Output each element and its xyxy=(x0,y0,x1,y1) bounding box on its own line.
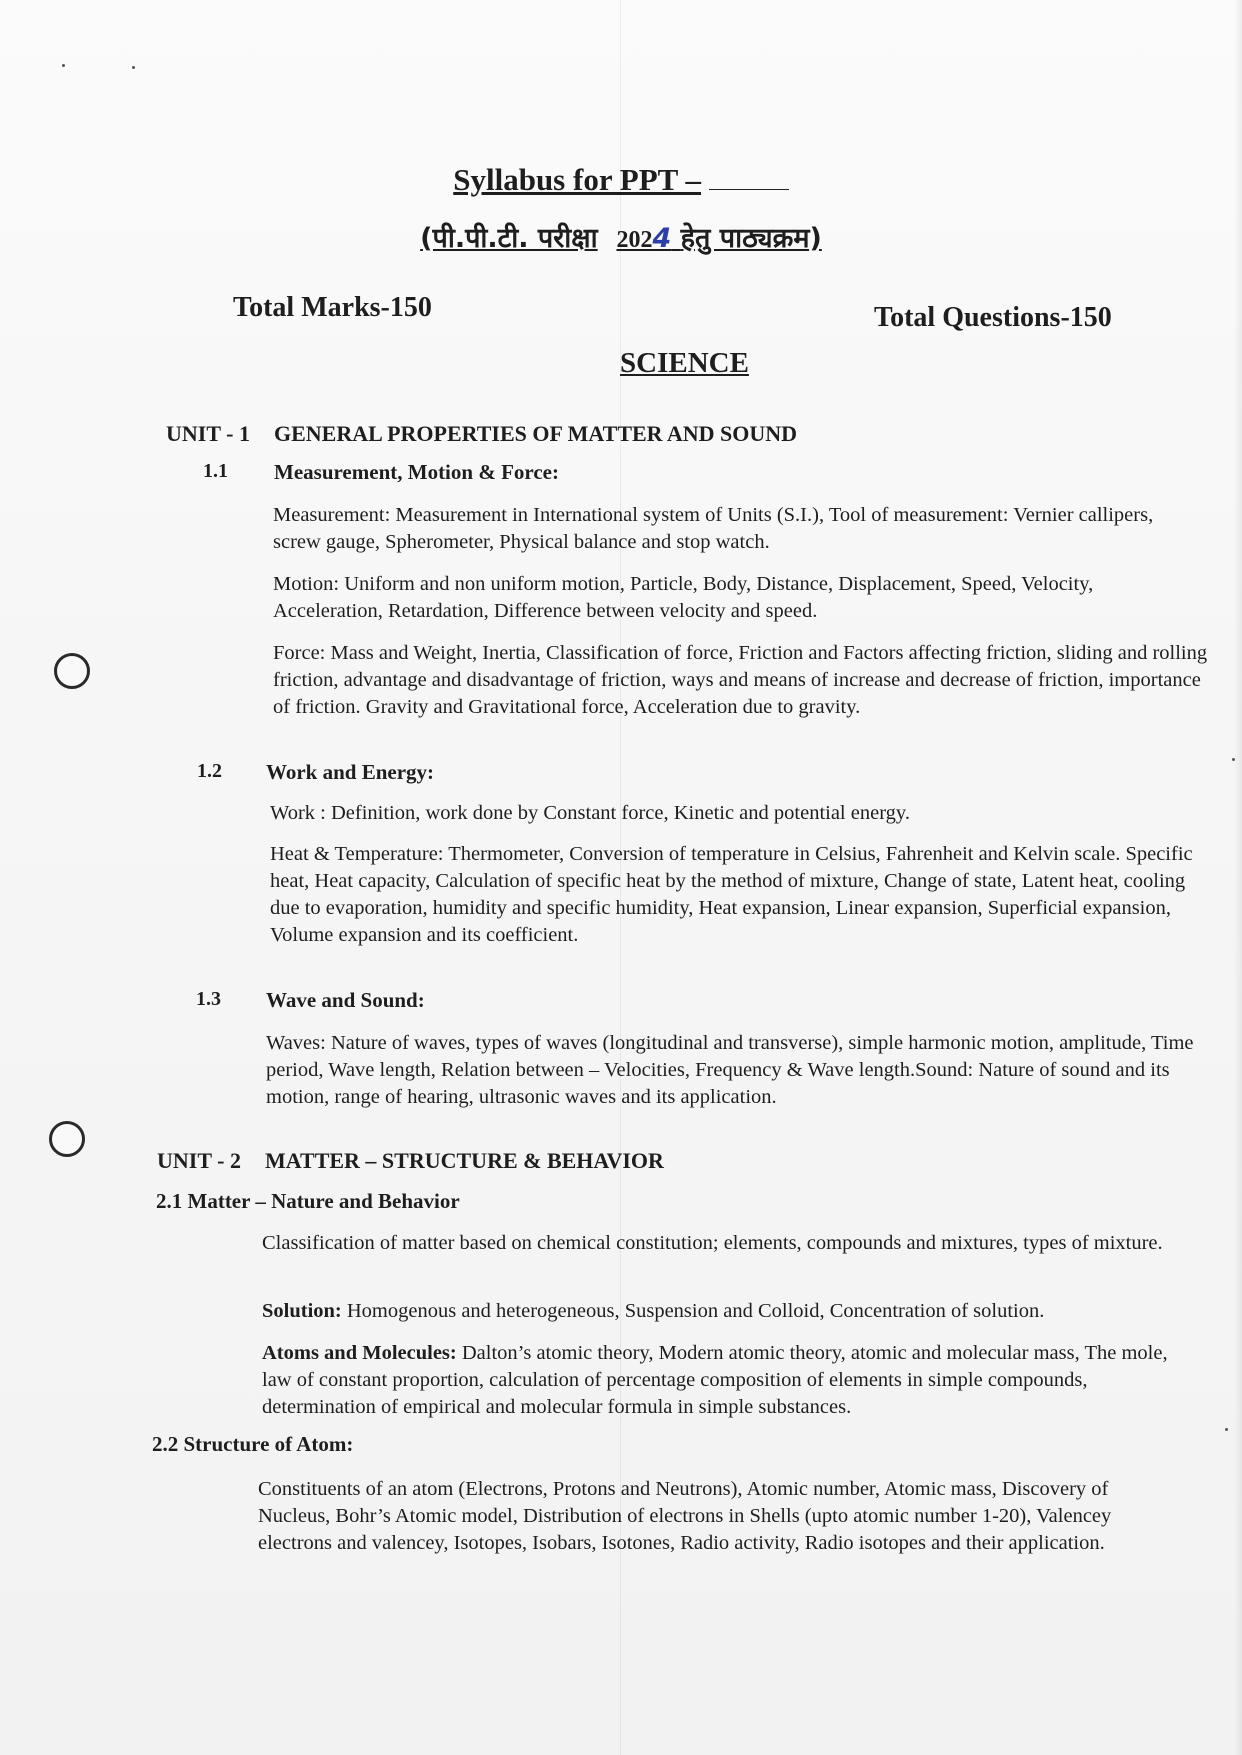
section-1-1-number: 1.1 xyxy=(203,460,228,482)
section-2-1-solution: Solution: Homogenous and heterogeneous, Suspension and Colloid, Concentration of solution. xyxy=(262,1300,1045,1322)
section-1-1-measurement: Measurement: Measurement in International system of Units (S.I.), Tool of measurement: Vernier callipers, screw gauge, Spherometer, Physical balance and stop watch. xyxy=(273,504,1154,553)
section-2-1-title: 2.1 Matter – Nature and Behavior xyxy=(156,1189,460,1213)
punch-hole-bottom xyxy=(49,1121,85,1157)
section-2-1-classification: Classification of matter based on chemical constitution; elements, compounds and mixtures, types of mixture. xyxy=(262,1232,1163,1254)
section-1-2-number: 1.2 xyxy=(197,760,222,782)
unit-1-heading: UNIT - 1 GENERAL PROPERTIES OF MATTER AND SOUND xyxy=(166,421,798,446)
document-title: Syllabus for PPT – xyxy=(0,162,1242,198)
section-1-3-number: 1.3 xyxy=(196,988,221,1010)
scan-speck xyxy=(1232,758,1235,761)
section-1-2-title: Work and Energy: xyxy=(266,760,435,784)
punch-hole-top xyxy=(54,653,90,689)
section-2-2-title: 2.2 Structure of Atom: xyxy=(152,1432,354,1456)
scan-speck xyxy=(132,66,135,69)
section-2-2-atom-structure: Constituents of an atom (Electrons, Protons and Neutrons), Atomic number, Atomic mass, Discovery of Nucleus, Bohr’s Atomic model, Distribution of electrons in Shells (upto atomic number 1-20), Valencey electrons and valencey, Isotopes, Isobars, Isotones, Radio activity, Radio isotopes and their application. xyxy=(258,1478,1112,1554)
section-1-2-work: Work : Definition, work done by Constant force, Kinetic and potential energy. xyxy=(270,802,910,824)
section-1-1-title: Measurement, Motion & Force: xyxy=(274,460,559,484)
section-1-1-motion: Motion: Uniform and non uniform motion, Particle, Body, Distance, Displacement, Speed, Velocity, Acceleration, Retardation, Difference between velocity and speed. xyxy=(273,573,1094,622)
hindi-subtitle: (पी.पी.टी. परीक्षा 2024 हेतु पाठ्यक्रम) xyxy=(420,223,822,254)
scan-speck xyxy=(1225,1428,1228,1431)
scan-speck xyxy=(62,64,65,67)
total-questions: Total Questions-150 xyxy=(874,302,1112,333)
section-1-3-waves: Waves: Nature of waves, types of waves (longitudinal and transverse), simple harmonic motion, amplitude, Time period, Wave length, Relation between – Velocities, Frequency & Wave length.Sound: Nature of sound and its motion, range of hearing, ultrasonic waves and its application. xyxy=(266,1032,1194,1108)
subject-heading: SCIENCE xyxy=(620,347,749,379)
section-1-2-heat: Heat & Temperature: Thermometer, Conversion of temperature in Celsius, Fahrenheit and Kelvin scale. Specific heat, Heat capacity, Calculation of specific heat by the method of mixture, Change of state, Latent heat, cooling due to evaporation, humidity and specific humidity, Heat expansion, Linear expansion, Superficial expansion, Volume expansion and its coefficient. xyxy=(270,843,1193,946)
unit-2-heading: UNIT - 2 MATTER – STRUCTURE & BEHAVIOR xyxy=(157,1148,664,1173)
section-1-1-force: Force: Mass and Weight, Inertia, Classification of force, Friction and Factors affecting friction, sliding and rolling friction, advantage and disadvantage of friction, ways and means of increase and decrease of friction, importance of friction. Gravity and Gravitational force, Acceleration due to gravity. xyxy=(273,642,1208,718)
page-edge-shadow xyxy=(1234,0,1242,1755)
total-marks: Total Marks-150 xyxy=(233,292,432,323)
section-2-1-atoms: Atoms and Molecules: Dalton’s atomic theory, Modern atomic theory, atomic and molecular mass, The mole, law of constant proportion, calculation of percentage composition of elements in simple compounds, determination of empirical and molecular formula in simple substances. xyxy=(262,1342,1168,1418)
section-1-3-title: Wave and Sound: xyxy=(266,988,425,1012)
